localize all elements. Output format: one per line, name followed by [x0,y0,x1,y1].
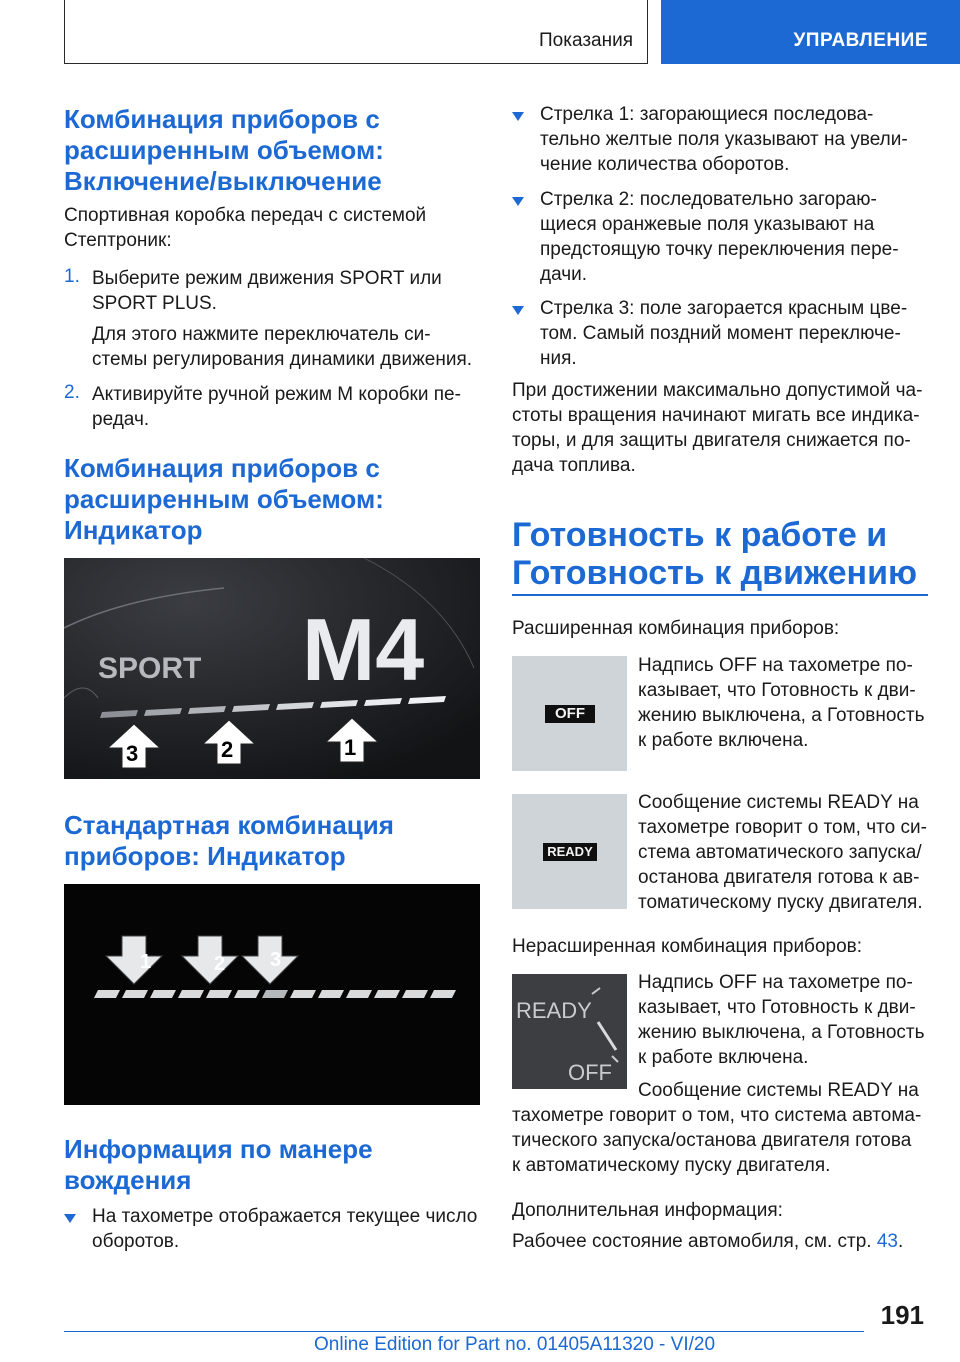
svg-text:1: 1 [140,951,152,973]
figure-extended-indicator [64,558,480,779]
more-info-text: Рабочее состояние автомобиля, см. стр. 43. [512,1231,904,1252]
ready-badge: READY [543,843,597,861]
sport-mode-label: SPORT [98,652,202,685]
page-link[interactable]: 43 [876,1231,898,1252]
step-text: Активируйте ручной режим M коробки пе- редач. [92,384,461,430]
bullet-icon [512,306,524,315]
heading-ready: Готовность к работе и Готовность к движению [512,516,918,592]
analog-ready-label: READY [516,998,592,1023]
bullet-text: На тахометре отображается текущее число оборотов. [92,1206,478,1252]
step-number: 2. [64,382,80,403]
header-section-tab [64,0,648,64]
off-badge: OFF [545,705,595,723]
para-rev-limit: При достижении максимально допустимой ча- стоты вращения начинают мигать все индика- торы, и для защиты двигателя снижается по- дача топлива. [512,380,923,476]
bullet-arrow-3: Стрелка 3: поле загорается красным цве- том. Самый поздний момент переключе- ния. [540,298,908,369]
header-section-label: Показания [539,30,633,51]
off-description-2: Надпись OFF на тахометре по- казывает, что Готовность к дви- жению выключена, а Готовность к работе включена. [638,972,925,1068]
extended-label: Расширенная комбинация приборов: [512,618,840,639]
heading-rule [512,594,928,596]
step-number: 1. [64,266,80,287]
step-note: Для этого нажмите переключатель си- стемы регулирования динамики движения. [92,324,473,370]
intro-text: Спортивная коробка передач с системой Стептроник: [64,205,427,251]
heading-indicator: Комбинация приборов с расширенным объемом: Индикатор [64,453,384,545]
more-info-label: Дополнительная информация: [512,1200,783,1221]
bullet-icon [512,112,524,121]
off-display-thumb [512,656,627,771]
gear-label: M4 [302,600,425,699]
standard-cluster-illustration [64,884,480,1105]
figure-standard-indicator [64,884,480,1105]
footer-edition: Online Edition for Part no. 01405A11320 - VI/20 [314,1334,716,1355]
page-number: 191 [880,1300,924,1330]
ready-display-thumb [512,794,627,909]
svg-text:3: 3 [270,949,282,971]
ready-description: Сообщение системы READY на тахометре говорит о том, что си- стема автоматического запуска/ останова двигателя готова к ав- томатическому пуску двигателя. [638,792,927,913]
svg-text:1: 1 [344,735,357,760]
bullet-arrow-1: Стрелка 1: загорающиеся последова- тельно желтые поля указывают на увели- чение количества оборотов. [540,104,908,175]
heading-enable: Комбинация приборов с расширенным объемом: Включение/выключение [64,104,384,196]
heading-driving-info: Информация по манере вождения [64,1134,373,1195]
bullet-icon [512,197,524,206]
ready-description-2b: тахометре говорит о том, что система автома- тического запуска/останова двигателя готова к автоматическому пуску двигателя. [512,1105,922,1176]
ready-description-2a: Сообщение системы READY на [638,1080,919,1101]
step-text: Выберите режим движения SPORT или SPORT PLUS. [92,268,442,314]
analog-tacho-thumb [512,974,627,1089]
header-chapter-tab [661,0,960,64]
svg-text:2: 2 [221,737,234,762]
analog-tacho-illustration [512,974,627,1089]
off-description: Надпись OFF на тахометре по- казывает, что Готовность к дви- жению выключена, а Готовность к работе включена. [638,655,925,751]
heading-standard: Стандартная комбинация приборов: Индикатор [64,810,394,871]
analog-off-label: OFF [568,1060,612,1085]
bullet-arrow-2: Стрелка 2: последовательно загораю- щиеся оранжевые поля указывают на предстоящую точку переключения пере- дачи. [540,189,899,285]
header-chapter-label: УПРАВЛЕНИЕ [793,30,928,51]
footer-rule [64,1331,864,1332]
bullet-icon [64,1214,76,1223]
svg-text:2: 2 [214,953,226,975]
extended-cluster-illustration [64,558,480,779]
svg-text:3: 3 [126,741,139,766]
nonextended-label: Нерасширенная комбинация приборов: [512,936,863,957]
